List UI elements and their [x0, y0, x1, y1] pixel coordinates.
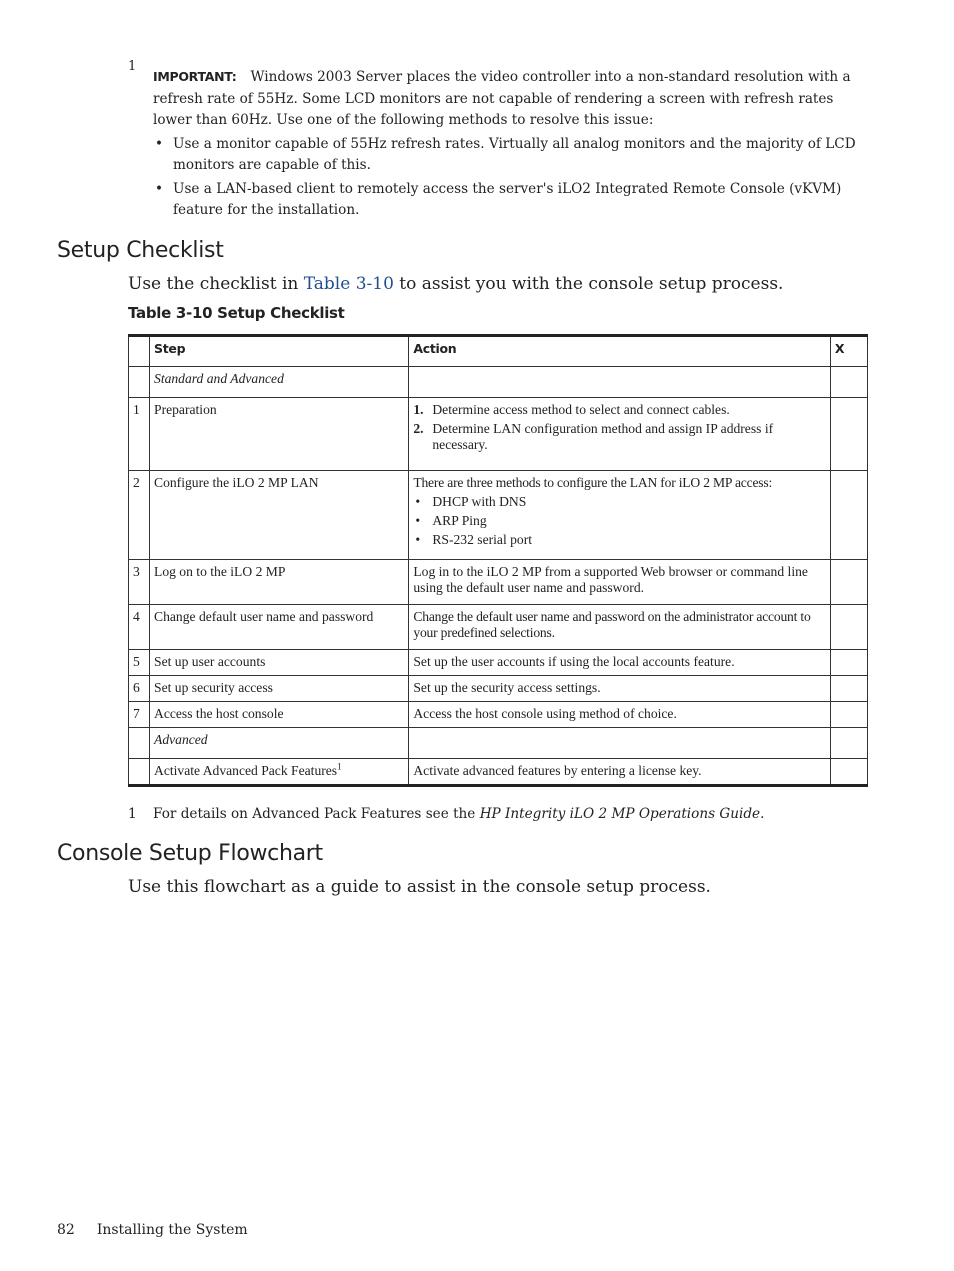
table-row: [129, 676, 868, 702]
step-name: Access the host console: [150, 702, 409, 728]
step-number: 1: [129, 398, 150, 471]
group-row-standard: [129, 367, 868, 398]
step-action: [409, 471, 831, 560]
table-cell: [409, 367, 831, 398]
chapter-title: Installing the System: [96, 1222, 248, 1238]
column-header-step: Step: [150, 336, 409, 367]
column-header-action: Action: [409, 336, 831, 367]
checkbox-cell: [830, 560, 867, 605]
step-action: Set up the security access settings.: [409, 676, 831, 702]
footnote-guide-title: HP Integrity iLO 2 MP Operations Guide: [479, 806, 761, 822]
step-number: 7: [129, 702, 150, 728]
list-item: • Use a monitor capable of 55Hz refresh rates. Virtually all analog monitors and the majority of LCD monitors are capable of this.: [153, 134, 869, 177]
section-title-setup-checklist: Setup Checklist: [57, 238, 224, 263]
table-cell: [409, 728, 831, 759]
important-paragraph: [153, 66, 869, 132]
step-name: Change default user name and password: [150, 605, 409, 650]
list-item-text: Determine LAN configuration method and assign IP address if necessary.: [432, 421, 774, 452]
column-header-number: [129, 336, 150, 367]
table-cell: [830, 367, 867, 398]
list-item-number: 1.: [413, 402, 424, 417]
step-action: Access the host console using method of choice.: [409, 702, 831, 728]
step-action: [409, 398, 831, 471]
step-number: 3: [129, 560, 150, 605]
step-number: 6: [129, 676, 150, 702]
list-item: • ARP Ping: [413, 513, 826, 529]
list-item: • RS-232 serial port: [413, 532, 826, 548]
step-number: 4: [129, 605, 150, 650]
table-cell: [129, 728, 150, 759]
group-label-standard: Standard and Advanced: [150, 367, 409, 398]
step-name: Preparation: [150, 398, 409, 471]
table-row: [129, 471, 868, 560]
table-caption: Table 3-10 Setup Checklist: [128, 304, 345, 322]
checkbox-cell: [830, 702, 867, 728]
table-header-row: [129, 336, 868, 367]
section-title-console-setup-flowchart: Console Setup Flowchart: [57, 841, 323, 866]
step-name-text: Activate Advanced Pack Features: [154, 763, 338, 778]
table-row: [129, 702, 868, 728]
step-number: [129, 759, 150, 786]
table-cell: [830, 728, 867, 759]
group-label-advanced: Advanced: [150, 728, 409, 759]
checkbox-cell: [830, 398, 867, 471]
footnote-reference: 1: [337, 761, 342, 772]
step-name: Set up user accounts: [150, 650, 409, 676]
list-item-text: Determine access method to select and connect cables.: [432, 402, 730, 417]
important-label: IMPORTANT:: [153, 69, 237, 84]
page-number: 82: [57, 1222, 75, 1238]
intro-text: to assist you with the console setup process.: [393, 274, 784, 294]
checkbox-cell: [830, 471, 867, 560]
action-numbered-list: [413, 402, 826, 453]
checkbox-cell: [830, 676, 867, 702]
page-footer: [57, 1222, 248, 1238]
step-name: Set up security access: [150, 676, 409, 702]
step-name: Log on to the iLO 2 MP: [150, 560, 409, 605]
intro-text: Use the checklist in: [128, 274, 304, 294]
footnote-text: For details on Advanced Pack Features see the: [153, 806, 480, 822]
group-row-advanced: [129, 728, 868, 759]
important-text: Windows 2003 Server places the video controller into a non-standard resolution with a refresh rate of 55Hz. Some LCD monitors are not capable of rendering a screen with refresh rates lower than 60Hz. Use one of the following methods to resolve this issue:: [153, 69, 851, 128]
table-row: [129, 605, 868, 650]
footnote-text: .: [760, 806, 765, 822]
table-row: [129, 759, 868, 786]
checkbox-cell: [830, 759, 867, 786]
lan-methods-list: [413, 494, 826, 548]
setup-checklist-table: [128, 334, 868, 787]
list-item-number: 2.: [413, 421, 424, 436]
step-number: 5: [129, 650, 150, 676]
checkbox-cell: [830, 605, 867, 650]
important-bullet-list: [153, 134, 869, 222]
step-action: Activate advanced features by entering a license key.: [409, 759, 831, 786]
step-action: Log in to the iLO 2 MP from a supported Web browser or command line using the default user name and password.: [409, 560, 831, 605]
table-cell: [129, 367, 150, 398]
step-name: [150, 759, 409, 786]
important-note: [153, 66, 869, 224]
table-footnote: [128, 806, 764, 822]
list-item: [413, 421, 826, 453]
step-action: Set up the user accounts if using the local accounts feature.: [409, 650, 831, 676]
list-item: [413, 402, 826, 418]
note-footnote-marker: 1: [128, 59, 137, 74]
table-cross-reference-link[interactable]: Table 3-10: [303, 274, 394, 294]
flowchart-intro-paragraph: Use this flowchart as a guide to assist in the console setup process.: [128, 877, 711, 897]
step-number: 2: [129, 471, 150, 560]
setup-intro-paragraph: [128, 274, 783, 294]
step-action: Change the default user name and password on the administrator account to your predefined selections.: [409, 605, 831, 650]
action-text: There are three methods to configure the LAN for iLO 2 MP access:: [413, 475, 773, 490]
table-row: [129, 398, 868, 471]
list-item: • Use a LAN-based client to remotely access the server's iLO2 Integrated Remote Console (vKVM) feature for the installation.: [153, 179, 869, 222]
table-row: [129, 560, 868, 605]
table-row: [129, 650, 868, 676]
list-item: • DHCP with DNS: [413, 494, 826, 510]
step-name: Configure the iLO 2 MP LAN: [150, 471, 409, 560]
checkbox-cell: [830, 650, 867, 676]
footnote-number: 1: [128, 806, 137, 822]
column-header-x: X: [830, 336, 867, 367]
